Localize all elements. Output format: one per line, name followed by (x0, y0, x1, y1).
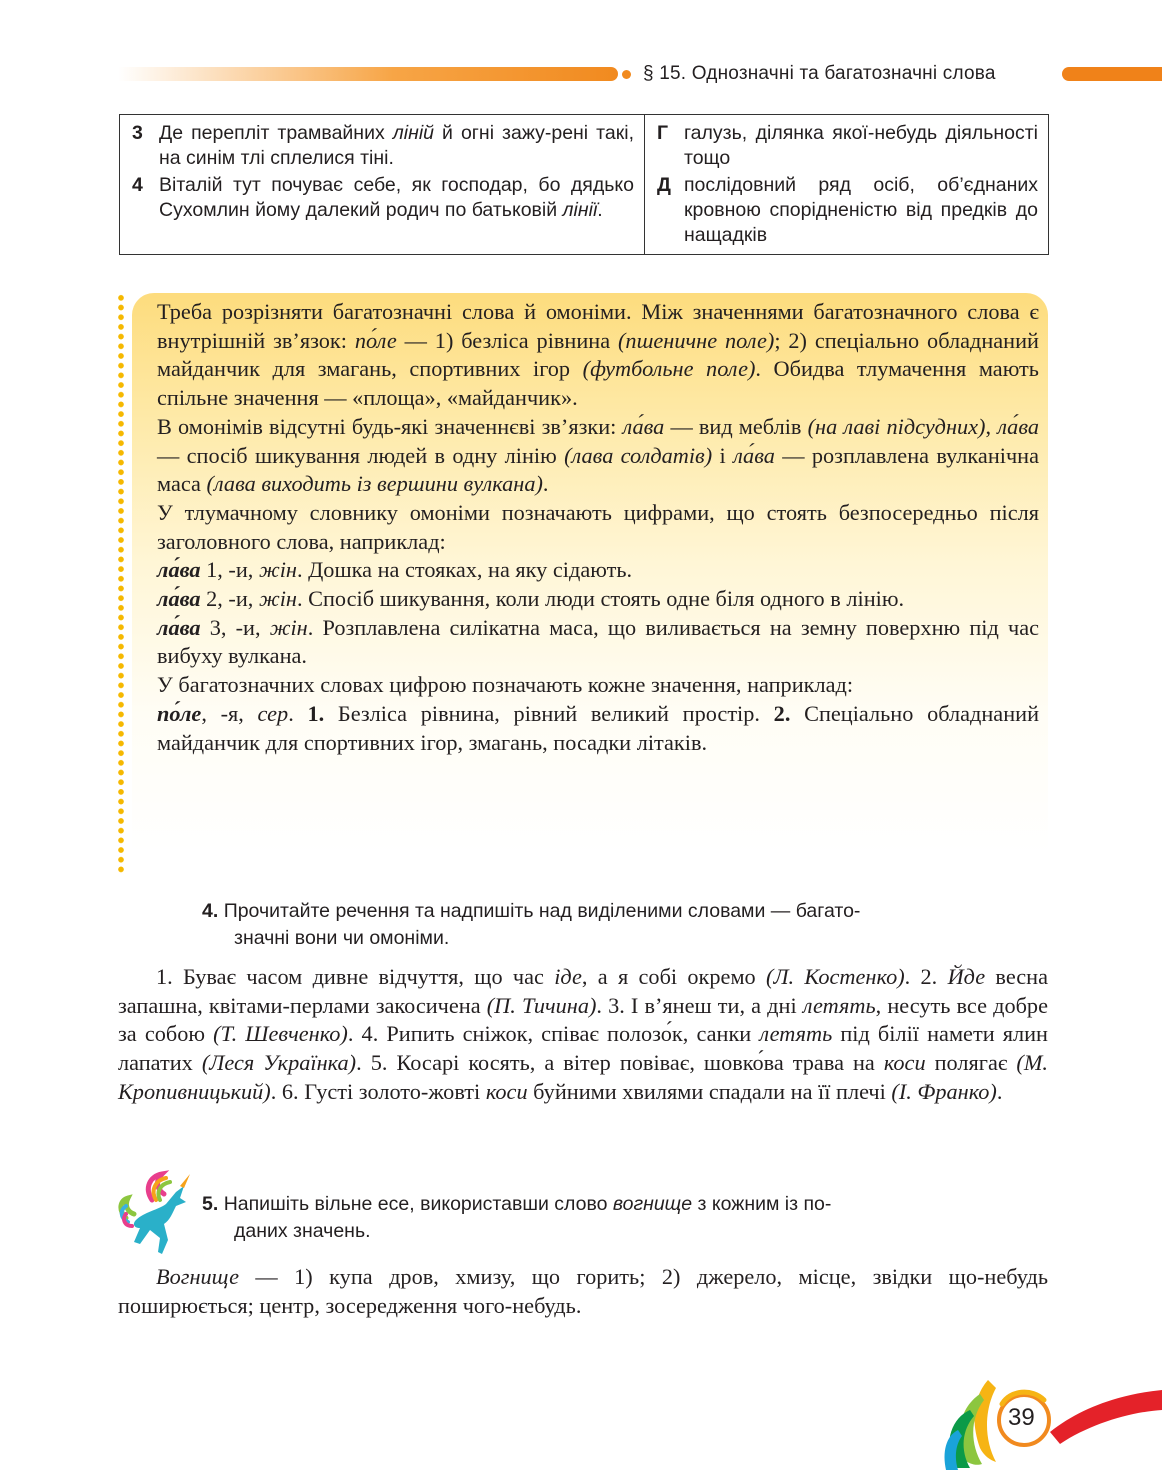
task-text: Напишіть вільне есе, використавши слово вогнище з кожним із по- (223, 1193, 832, 1215)
dictionary-entry: ла́ва 1, -и, жін. Дошка на стояках, на яку сідають. (157, 557, 633, 583)
matching-table (119, 114, 1049, 255)
row-text: Віталій тут почуває себе, як господар, бо дядько Сухомлин йому далекий родич по батьковій лінії. (159, 174, 634, 221)
row-key: 3 (132, 122, 143, 144)
rule-box (157, 298, 1039, 757)
table-row (132, 121, 634, 171)
header-gradient-bar (118, 67, 618, 81)
rule-paragraph: В омонімів відсутні будь-які значеннєві зв’язки: ла́ва — вид меблів (на лаві підсудних), ла́ва — спосіб шикування людей в одну лінію (лава солдатів) і ла́ва — розплавлена вулканічна маса (лава виходить із вершини вулкана). (157, 413, 1040, 497)
unicorn-icon (114, 1170, 198, 1258)
row-key: Д (657, 174, 671, 196)
table-row (132, 173, 634, 223)
exercise-5 (118, 1263, 1048, 1320)
row-key: 4 (132, 174, 143, 196)
task-text: значні вони чи омоніми. (234, 926, 450, 949)
row-text: Де переплiт трамвайних ліній й огні зажу-рені такі, на синім тлі сплелися тіні. (159, 122, 635, 169)
row-text: послідовний ряд осіб, об’єднаних кровною спорідненістю від предків до нащадків (684, 174, 1038, 246)
exercise-text: Вогнище — 1) купа дров, хмизу, що горить; 2) джерело, місце, звідки що-небудь поширюється; центр, зосередження чого-небудь. (118, 1264, 1048, 1318)
table-left-column (120, 115, 645, 255)
rule-dotted-border (118, 293, 124, 873)
exercise-text: 1. Буває часом дивне відчуття, що час іде, а я собі окремо (Л. Костенко). 2. Йде весна запашна, квітами-перлами закосичена (П. Тичина). 3. І в’янеш ти, а дні летять, несуть все добре за собою (Т. Шевченко). 4. Рипить сніжок, співає полозо́к, санки летять під білії намети ялин лапатих (Леся Українка). 5. Косарі косять, а вітер повіває, шовко́ва трава на коси полягає (М. Кропивницький). 6. Густі золото-жовті коси буйними хвилями спадали на її плечі (І. Франко). (118, 964, 1049, 1104)
rule-paragraph: У багатозначних словах цифрою позначають кожне значення, наприклад: (157, 672, 854, 698)
header-accent-bar (1062, 67, 1162, 81)
task-text: даних значень. (234, 1219, 371, 1242)
task-number: 5. (202, 1193, 219, 1215)
row-key: Г (657, 122, 669, 144)
header-bullet-icon (622, 70, 631, 79)
task-text: Прочитайте речення та надпишіть над виділеними словами — багато- (223, 900, 861, 922)
dictionary-entry: ла́ва 2, -и, жін. Спосіб шикування, коли люди стоять одне біля одного в лінію. (157, 586, 905, 612)
section-title: § 15. Однозначні та багатозначні слова (643, 63, 996, 84)
task-number: 4. (202, 900, 219, 922)
task-4 (202, 898, 1022, 951)
table-row (657, 173, 1038, 248)
page-number-decoration (940, 1360, 1162, 1474)
task-5 (202, 1191, 1022, 1244)
exercise-4 (118, 963, 1048, 1107)
dictionary-entry: по́ле, -я, сер. 1. Безліса рівнина, рівний великий простір. 2. Спеціально обладнаний майданчик для спортивних ігор, змагань, посадки літаків. (157, 700, 1039, 755)
page-number: 39 (1008, 1404, 1035, 1431)
dictionary-entry: ла́ва 3, -и, жін. Розплавлена силікатна маса, що виливається на земну поверхню під час вибуху вулкана. (157, 614, 1039, 669)
row-text: галузь, ділянка якої-небудь діяльності тощо (684, 122, 1038, 169)
table-right-column (645, 115, 1049, 255)
table-row (657, 121, 1038, 171)
rule-paragraph: У тлумачному словнику омоніми позначають цифрами, що стоять безпосередньо після заголовного слова, наприклад: (157, 499, 1039, 554)
rule-paragraph: Треба розрізняти багатозначні слова й омоніми. Між значеннями багатозначного слова є внутрішній зв’язок: по́ле — 1) безліса рівнина (пшеничне поле); 2) спеціально обладнаний майданчик для змагань, спортивних ігор (футбольне поле). Обидва тлумачення мають спільне значення — «площа», «майданчик». (157, 299, 1039, 411)
